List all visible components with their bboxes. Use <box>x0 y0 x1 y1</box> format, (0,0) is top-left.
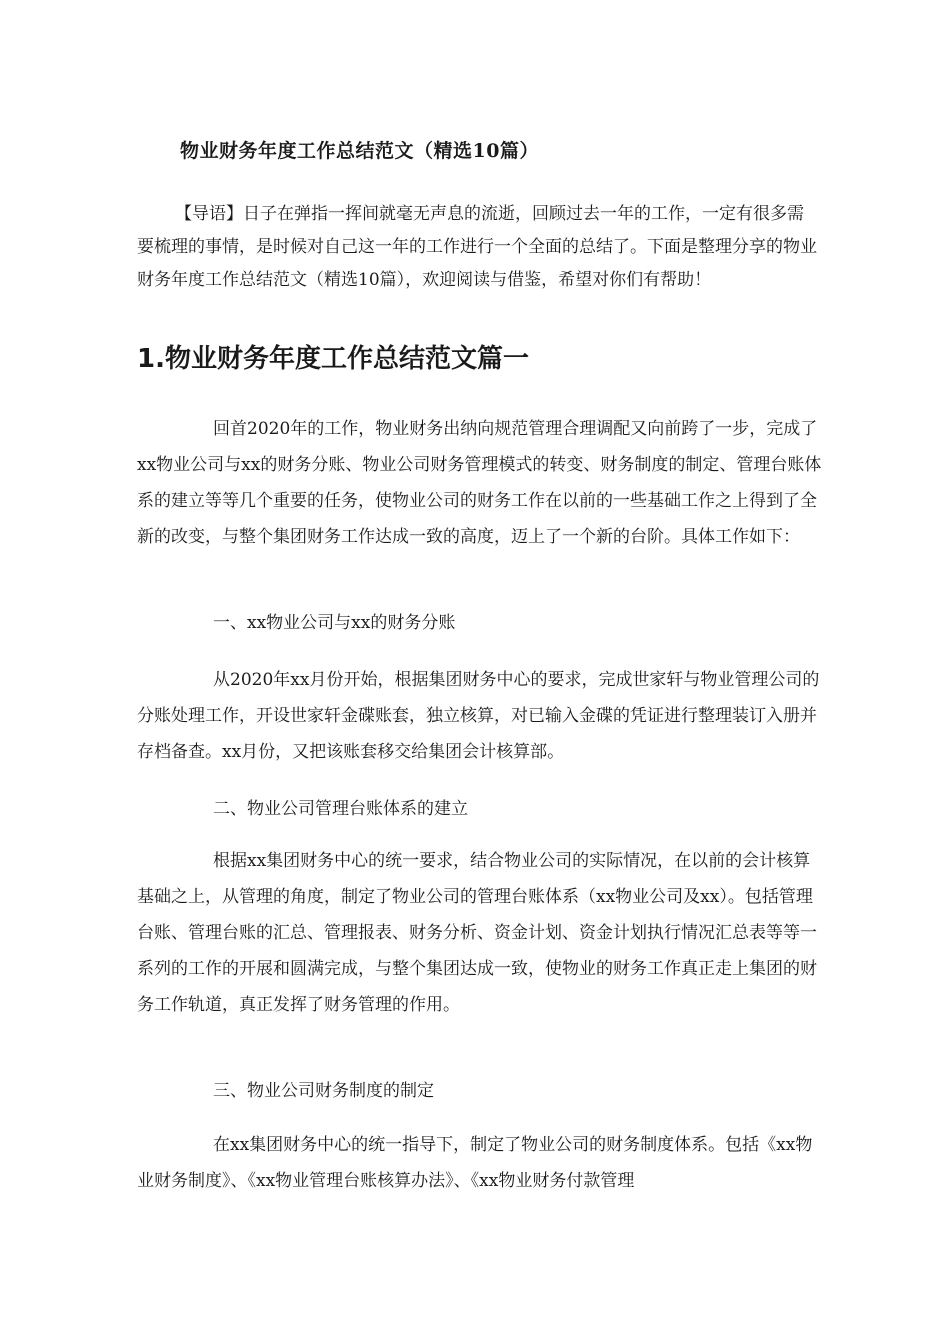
document-title: 物业财务年度工作总结范文（精选10篇） <box>180 140 539 162</box>
body-paragraph-3: 根据xx集团财务中心的统一要求，结合物业公司的实际情况，在以前的会计核算基础之上，从管理的角度，制定了物业公司的管理台账体系（xx物业公司及xx）。包括管理台账、管理台账的汇总、管理报表、财务分析、资金计划、资金计划执行情况汇总表等等一系列的工作的开展和圆满完成，与整个集团达成一致，使物业的财务工作真正走上集团的财务工作轨道，真正发挥了财务管理的作用。 <box>137 851 817 1015</box>
subheading-2: 二、物业公司管理台账体系的建立 <box>213 799 468 819</box>
body-paragraph-1: 回首2020年的工作，物业财务出纳向规范管理合理调配又向前跨了一步，完成了xx物业公司与xx的财务分账、物业公司财务管理模式的转变、财务制度的制定、管理台账体系的建立等等几个重要的任务，使物业公司的财务工作在以前的一些基础工作之上得到了全新的改变，与整个集团财务工作达成一致的高度，迈上了一个新的台阶。具体工作如下： <box>137 419 822 547</box>
section-heading: 1.物业财务年度工作总结范文篇一 <box>137 344 529 374</box>
body-paragraph-2: 从2020年xx月份开始，根据集团财务中心的要求，完成世家轩与物业管理公司的分账处理工作，开设世家轩金碟账套，独立核算，对已输入金碟的凭证进行整理装订入册并存档备查。xx月份，又把该账套移交给集团会计核算部。 <box>137 670 820 762</box>
subheading-1: 一、xx物业公司与xx的财务分账 <box>213 613 456 633</box>
intro-paragraph: 【导语】日子在弹指一挥间就毫无声息的流逝，回顾过去一年的工作，一定有很多需要梳理的事情，是时候对自己这一年的工作进行一个全面的总结了。下面是整理分享的物业财务年度工作总结范文（精选10篇），欢迎阅读与借鉴，希望对你们有帮助！ <box>137 204 817 290</box>
subheading-3: 三、物业公司财务制度的制定 <box>213 1081 434 1101</box>
body-paragraph-4: 在xx集团财务中心的统一指导下，制定了物业公司的财务制度体系。包括《xx物业财务制度》、《xx物业管理台账核算办法》、《xx物业财务付款管理 <box>137 1135 813 1191</box>
